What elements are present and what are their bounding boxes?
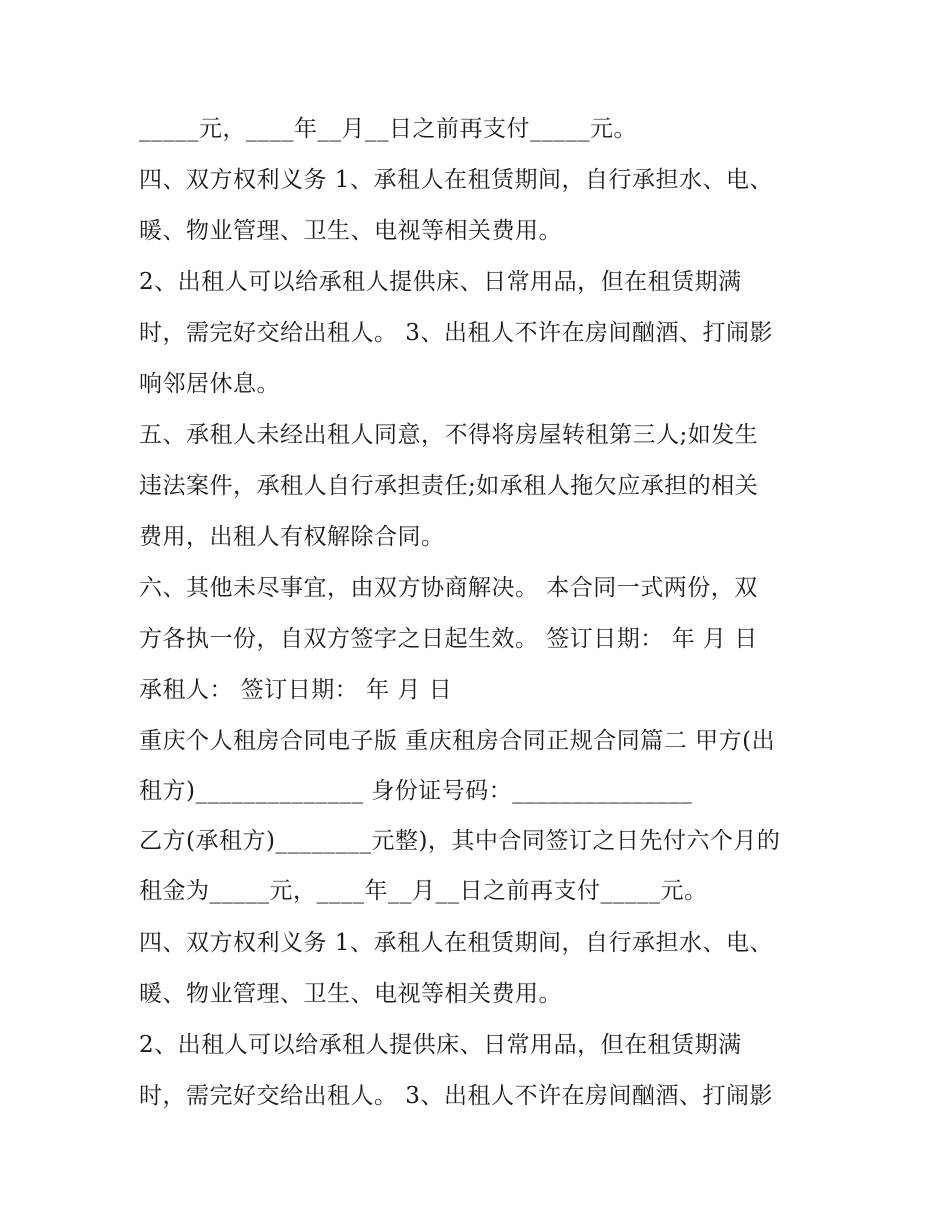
text-line-4: 2、出租人可以给承租人提供床、日常用品，但在租赁期满 — [139, 269, 742, 295]
text-line-14: 租方)______________ 身份证号码：_______________ — [139, 778, 693, 804]
text-line-20: 时，需完好交给出租人。 3、出租人不许在房间酗酒、打闹影 — [139, 1083, 773, 1109]
text-line-10: 六、其他未尽事宜，由双方协商解决。 本合同一式两份，双 — [139, 575, 758, 601]
text-line-13: 重庆个人租房合同电子版 重庆租房合同正规合同篇二 甲方(出 — [139, 728, 776, 754]
text-line-15: 乙方(承租方)________元整)，其中合同签订之日先付六个月的 — [139, 828, 781, 854]
text-line-17: 四、双方权利义务 1、承租人在租赁期间，自行承担水、电、 — [139, 930, 773, 956]
text-line-5: 时，需完好交给出租人。 3、出租人不许在房间酗酒、打闹影 — [139, 320, 773, 346]
text-line-3: 暖、物业管理、卫生、电视等相关费用。 — [139, 218, 562, 244]
text-line-11: 方各执一份，自双方签字之日起生效。 签订日期： 年 月 日 — [139, 626, 758, 652]
text-line-16: 租金为_____元，____年__月__日之前再支付_____元。 — [139, 878, 708, 904]
text-line-12: 承租人： 签订日期： 年 月 日 — [139, 677, 453, 703]
text-line-1: _____元，____年__月__日之前再支付_____元。 — [139, 116, 637, 142]
text-line-18: 暖、物业管理、卫生、电视等相关费用。 — [139, 981, 562, 1007]
text-line-8: 违法案件，承租人自行承担责任;如承租人拖欠应承担的相关 — [139, 473, 759, 499]
text-line-9: 费用，出租人有权解除合同。 — [139, 524, 445, 550]
text-line-6: 响邻居休息。 — [139, 371, 280, 397]
text-line-7: 五、承租人未经出租人同意，不得将房屋转租第三人;如发生 — [139, 422, 759, 448]
text-line-19: 2、出租人可以给承租人提供床、日常用品，但在租赁期满 — [139, 1032, 742, 1058]
text-line-2: 四、双方权利义务 1、承租人在租赁期间，自行承担水、电、 — [139, 167, 773, 193]
